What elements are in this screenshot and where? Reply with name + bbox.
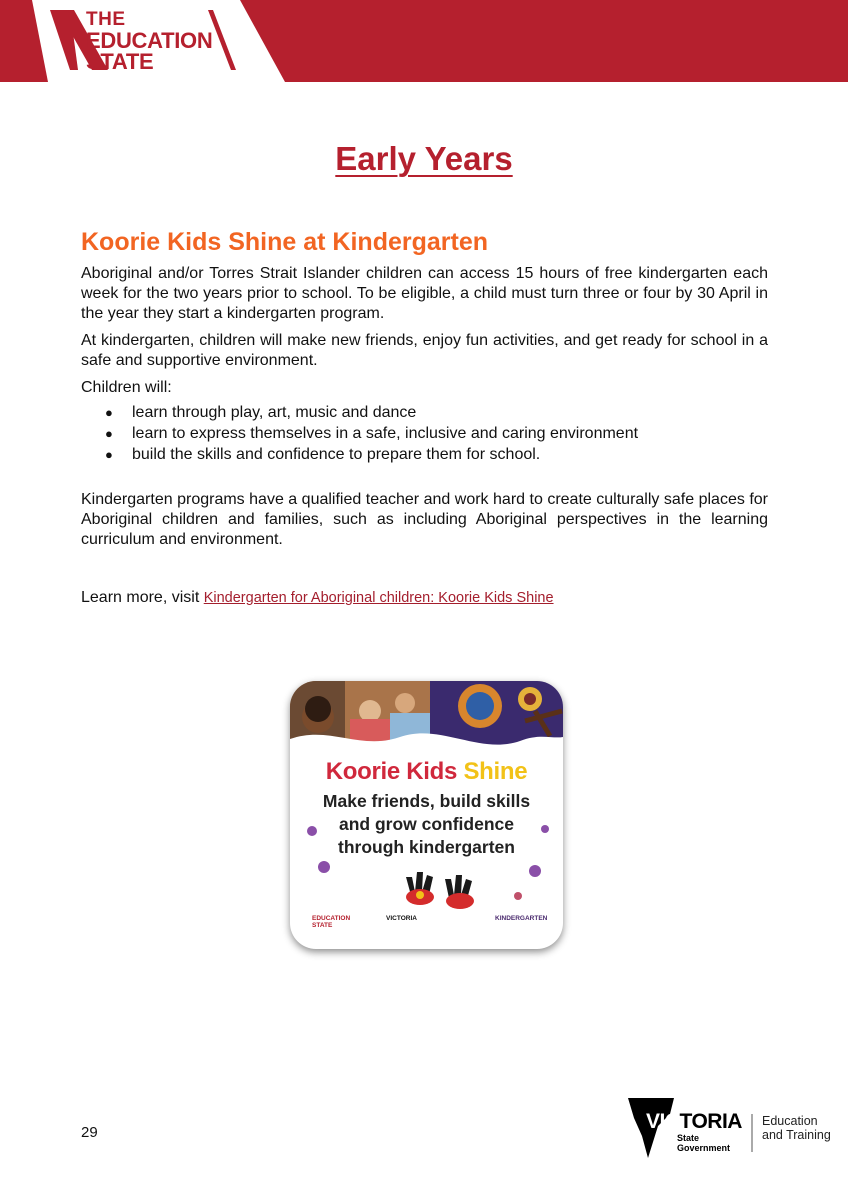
education-state-logo bbox=[86, 9, 212, 72]
promo-logo-victoria: VICTORIA bbox=[386, 915, 417, 922]
paragraph-programs: Kindergarten programs have a qualified teacher and work hard to create culturally safe places for Aboriginal children and families, such as including Aboriginal perspectives in the learning curriculum and environment. bbox=[81, 491, 768, 548]
bullet-icon: ● bbox=[105, 447, 113, 462]
victoria-wordmark-part: TORIA bbox=[679, 1110, 742, 1133]
logo-line-the: THE bbox=[86, 9, 126, 30]
list-item bbox=[81, 445, 768, 466]
koorie-kids-shine-promo-image bbox=[290, 681, 563, 949]
state-government-text bbox=[677, 1133, 730, 1153]
department-line: and Training bbox=[762, 1128, 831, 1142]
paragraph-children-will: Children will: bbox=[81, 379, 172, 396]
promo-subtitle-line: and grow confidence bbox=[338, 814, 515, 834]
spacer bbox=[81, 557, 768, 588]
promo-title-shine: Shine bbox=[463, 758, 528, 785]
learn-more-prefix: Learn more, visit bbox=[81, 589, 200, 606]
department-name bbox=[762, 1114, 831, 1142]
promo-subtitle-line: Make friends, build skills bbox=[322, 791, 531, 811]
department-line: Education bbox=[762, 1114, 818, 1128]
paragraph-eligibility: Aboriginal and/or Torres Strait Islander children can access 15 hours of free kindergarten each week for the two years prior to school. To be eligible, a child must turn three or four by 30 April in the year they start a kindergarten program. bbox=[81, 265, 768, 322]
koorie-kids-shine-link[interactable]: Kindergarten for Aboriginal children: Koorie Kids Shine bbox=[203, 590, 554, 606]
logo-line-state: STATE bbox=[86, 49, 154, 74]
list-item bbox=[81, 424, 768, 445]
promo-logo-kindergarten: KINDERGARTEN bbox=[495, 915, 548, 922]
list-item-text: build the skills and confidence to prepare them for school. bbox=[132, 446, 541, 463]
promo-subtitle bbox=[290, 790, 563, 859]
list-item-text: learn to express themselves in a safe, inclusive and caring environment bbox=[132, 425, 639, 442]
bullet-icon: ● bbox=[105, 405, 113, 420]
victoria-wordmark-part: VIC bbox=[646, 1110, 680, 1133]
state-text: State bbox=[677, 1133, 700, 1143]
promo-logo-education-state: EDUCATION STATE bbox=[312, 915, 351, 929]
paragraph-kindergarten: At kindergarten, children will make new friends, enjoy fun activities, and get ready for school in a safe and supportive environment. bbox=[81, 332, 768, 369]
list-item bbox=[81, 403, 768, 424]
logo-line-education: EDUCATION bbox=[86, 28, 213, 53]
promo-title bbox=[290, 758, 563, 786]
victoria-wordmark bbox=[646, 1110, 742, 1134]
spacer bbox=[81, 466, 768, 490]
promo-subtitle-line: through kindergarten bbox=[338, 837, 515, 857]
bullet-list bbox=[81, 403, 768, 466]
section-heading: Koorie Kids Shine at Kindergarten bbox=[81, 228, 489, 256]
government-text: Government bbox=[677, 1143, 731, 1153]
header-band bbox=[0, 0, 848, 82]
body-text bbox=[81, 264, 768, 615]
learn-more-line bbox=[81, 588, 768, 608]
page-title: Early Years bbox=[335, 140, 513, 177]
bullet-icon: ● bbox=[105, 426, 113, 441]
page-number: 29 bbox=[81, 1124, 98, 1141]
list-item-text: learn through play, art, music and dance bbox=[132, 404, 417, 421]
promo-title-koorie-kids: Koorie Kids bbox=[325, 758, 458, 785]
victoria-state-government-logo bbox=[628, 1096, 838, 1160]
